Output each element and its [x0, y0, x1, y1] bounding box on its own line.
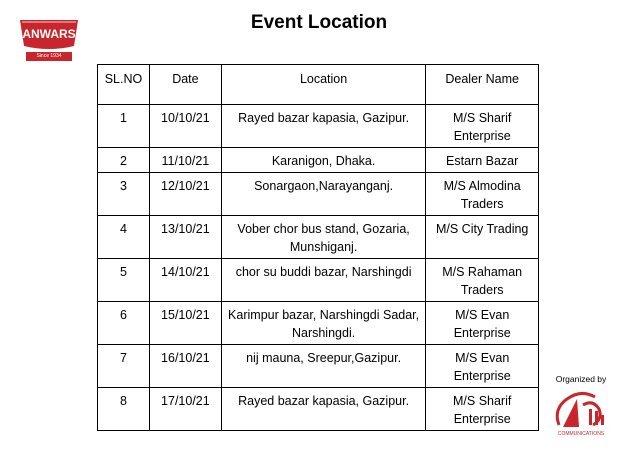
organizer-logo-icon [549, 387, 613, 437]
table-row [98, 302, 539, 345]
cell-sl-no: 2 [98, 148, 150, 173]
cell-date: 14/10/21 [149, 259, 221, 302]
table-row [98, 216, 539, 259]
cell-dealer-name: M/S Evan Enterprise [426, 302, 539, 345]
table-header-row [98, 65, 539, 105]
table-row [98, 259, 539, 302]
page-title: Event Location [250, 12, 388, 33]
header-sl-no: SL.NO [98, 65, 150, 105]
cell-location: chor su buddi bazar, Narshingdi [221, 259, 426, 302]
cell-location: Karanigon, Dhaka. [221, 148, 426, 173]
cell-location: Vober chor bus stand, Gozaria, Munshiganj. [221, 216, 426, 259]
cell-sl-no: 5 [98, 259, 150, 302]
cell-date: 16/10/21 [149, 345, 221, 388]
cell-sl-no: 7 [98, 345, 150, 388]
header-date: Date [149, 65, 221, 105]
cell-dealer-name: M/S City Trading [426, 216, 539, 259]
cell-location: Rayed bazar kapasia, Gazipur. [221, 105, 426, 148]
cell-location: Rayed bazar kapasia, Gazipur. [221, 388, 426, 431]
organizer-block [545, 374, 617, 442]
cell-location: Sonargaon,Narayanganj. [221, 173, 426, 216]
brand-name: ANWARS [22, 27, 76, 41]
anwars-shield-icon [18, 16, 80, 50]
cell-sl-no: 3 [98, 173, 150, 216]
table-row [98, 345, 539, 388]
cell-sl-no: 4 [98, 216, 150, 259]
organizer-logo-text: COMMUNICATIONS [557, 431, 605, 437]
cell-dealer-name: M/S Almodina Traders [426, 173, 539, 216]
cell-dealer-name: M/S Rahaman Traders [426, 259, 539, 302]
cell-date: 12/10/21 [149, 173, 221, 216]
cell-sl-no: 1 [98, 105, 150, 148]
header-dealer-name: Dealer Name [426, 65, 539, 105]
table-row [98, 173, 539, 216]
event-location-table [97, 64, 539, 431]
brand-since: Since 1934 [26, 52, 72, 61]
cell-location: nij mauna, Sreepur,Gazipur. [221, 345, 426, 388]
table-row [98, 388, 539, 431]
cell-dealer-name: Estarn Bazar [426, 148, 539, 173]
table-row [98, 105, 539, 148]
cell-location: Karimpur bazar, Narshingdi Sadar, Narshingdi. [221, 302, 426, 345]
cell-dealer-name: M/S Evan Enterprise [426, 345, 539, 388]
cell-sl-no: 8 [98, 388, 150, 431]
cell-date: 11/10/21 [149, 148, 221, 173]
cell-dealer-name: M/S Sharif Enterprise [426, 388, 539, 431]
anwars-logo [18, 16, 80, 62]
cell-sl-no: 6 [98, 302, 150, 345]
header-location: Location [221, 65, 426, 105]
cell-date: 17/10/21 [149, 388, 221, 431]
table-row [98, 148, 539, 173]
cell-dealer-name: M/S Sharif Enterprise [426, 105, 539, 148]
cell-date: 13/10/21 [149, 216, 221, 259]
cell-date: 10/10/21 [149, 105, 221, 148]
cell-date: 15/10/21 [149, 302, 221, 345]
organizer-label: Organized by [555, 374, 607, 384]
